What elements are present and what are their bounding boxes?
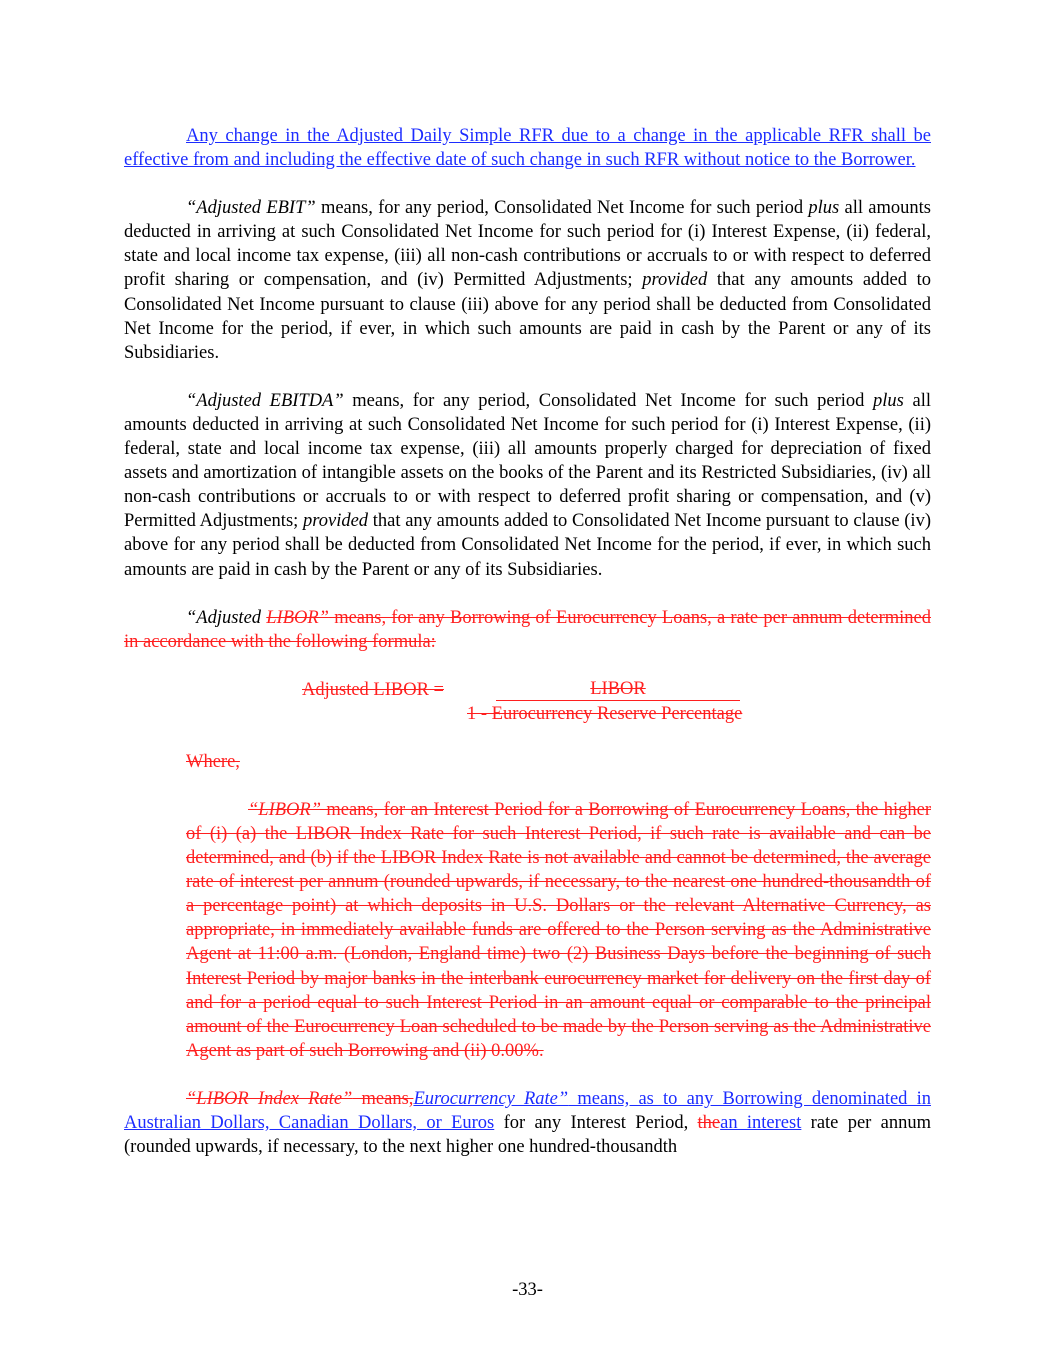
body-text: all amounts deducted in arriving at such Consolidated Net Income for such period for (i) Interest Expense, (ii) federal, state and local income tax expense, (iii) all amounts properly charged for depreciation of fixed assets and amortization of intangible assets on the books of the Parent and its Restricted Subsidiaries, (iv) all non-cash contributions or accruals to or with respect to deferred profit sharing or compensation, and (v) Permitted Adjustments; [124, 390, 931, 532]
where-label [186, 750, 931, 774]
inserted-text: Any change in the Adjusted Daily Simple RFR due to a change in the applicable RFR shall be effective from and including the effective date of such change in such RFR without notice to the Borrower. [124, 126, 931, 171]
formula-numerator: LIBOR [496, 678, 740, 701]
paragraph-rfr-change [124, 124, 931, 172]
document-page [124, 124, 931, 1159]
body-text: that any amounts added to Consolidated Net Income pursuant to clause (iii) above for any period shall be deducted from Consolidated Net Income for the period, if ever, in which such amounts are paid in cash by the Parent or any of its Subsidiaries. [124, 270, 931, 363]
body-text: means, for any period, Consolidated Net Income for such period [343, 390, 874, 411]
paragraph-adjusted-ebitda [124, 389, 931, 582]
deleted-term: “LIBOR” [248, 799, 321, 820]
deleted-term: LIBOR” [266, 607, 329, 628]
body-text: means, for any period, Consolidated Net Income for such period [315, 198, 809, 219]
defined-term: “Adjusted EBITDA” [186, 390, 344, 411]
defined-term: “Adjusted [186, 607, 267, 628]
deleted-text: Where, [186, 751, 240, 772]
paragraph-libor-definition [186, 798, 931, 1063]
deleted-term: “LIBOR Index Rate” [186, 1088, 353, 1109]
deleted-text: means, for any Borrowing of Eurocurrency Loans, a rate per annum determined in accordance with the following formula: [124, 607, 932, 652]
inserted-term: Eurocurrency Rate” [413, 1088, 569, 1109]
libor-formula [124, 678, 931, 726]
paragraph-eurocurrency-rate [124, 1087, 931, 1159]
italic-word: provided [302, 511, 369, 532]
formula-lhs: Adjusted LIBOR = [302, 679, 444, 700]
paragraph-adjusted-ebit [124, 196, 931, 365]
formula-denominator: 1 - Eurocurrency Reserve Percentage [467, 703, 743, 724]
italic-word: plus [808, 198, 840, 219]
italic-word: plus [873, 390, 904, 411]
paragraph-adjusted-libor [124, 606, 931, 654]
deleted-text: the [697, 1113, 721, 1133]
body-text: for any Interest Period, [494, 1113, 698, 1133]
body-text: all amounts deducted in arriving at such Consolidated Net Income for such period for (i) Interest Expense, (ii) federal, state and local income tax expense, (iii) all non-cash contributions or accruals to or with respect to deferred profit sharing or compensation, and (iv) Permitted Adjustments; [124, 198, 931, 291]
deleted-text: means, for an Interest Period for a Borrowing of Eurocurrency Loans, the higher of (i) (a) the LIBOR Index Rate for such Interest Period, if such rate is available and can be determined, and (b) if the LIBOR Index Rate is not available and cannot be determined, the average rate of interest per annum (rounded upwards, if necessary, to the nearest one hundred-thousandth of a percentage point) at which deposits in U.S. Dollars or the relevant Alternative Currency, as appropriate, in immediately available funds are offered to the Person serving as the Administrative Agent at 11:00 a.m. (London, England time) two (2) Business Days before the beginning of such Interest Period by major banks in the interbank eurocurrency market for delivery on the first day of and for a period equal to such Interest Period in an amount equal or comparable to the principal amount of the Eurocurrency Loan scheduled to be made by the Person serving as the Administrative Agent as part of such Borrowing and (ii) 0.00%. [186, 799, 931, 1061]
deleted-text: means, [352, 1088, 414, 1109]
page-number: -33- [512, 1280, 543, 1300]
inserted-text: an interest [720, 1113, 802, 1133]
body-text: rate per annum (rounded upwards, if necessary, to the next higher one hundred-thousandth [124, 1113, 931, 1158]
inserted-text: means, as to any Borrowing denominated in Australian Dollars, Canadian Dollars, or Euros [124, 1088, 931, 1133]
libor-definition-block [186, 798, 931, 1063]
defined-term: “Adjusted EBIT” [186, 198, 316, 219]
italic-word: provided [642, 270, 708, 291]
body-text: that any amounts added to Consolidated Net Income pursuant to clause (iv) above for any period shall be deducted from Consolidated Net Income for the period, if ever, in which such amounts are paid in cash by the Parent or any of its Subsidiaries. [124, 511, 931, 580]
